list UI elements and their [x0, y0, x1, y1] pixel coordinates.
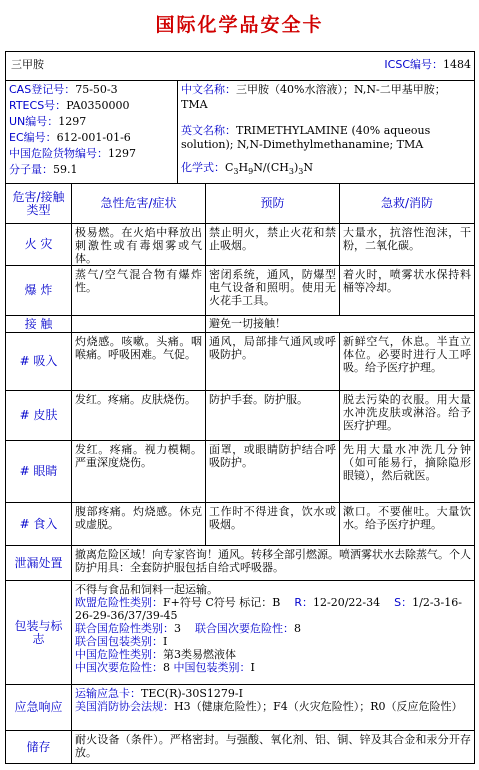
en-name-value: TRIMETHYLAMINE (40% aqueous solution); N,N-Dimethylmethanamine; TMA	[181, 124, 431, 151]
row-prevention: 工作时不得进食，饮水或吸烟。	[206, 503, 340, 545]
nfpa-value: H3（健康危险性）；F4（火灾危险性）；R0（反应危险性）	[174, 700, 463, 713]
row-hazard: 腹部疼痛。灼烧感。休克或虚脱。	[72, 503, 206, 545]
row-aid: 着火时，喷雾状水保持料桶等冷却。	[343, 268, 471, 294]
table-row	[6, 316, 474, 333]
s-label: S：	[394, 596, 413, 609]
row-hazard: 灼烧感。咳嗽。头痛。咽喉痛。呼吸困难。气促。	[72, 333, 206, 390]
row-type: 火 灾	[6, 224, 72, 265]
cn-sub-line	[75, 661, 471, 674]
table-row	[6, 224, 474, 266]
row-aid: 脱去污染的衣服。用大量水冲洗皮肤或淋浴。给予医疗护理。	[343, 393, 471, 432]
un-sub-label: 联合国次要危险性：	[195, 622, 294, 635]
storage-row	[6, 731, 474, 764]
transport-card-line	[75, 687, 471, 700]
un-sub-value: 8	[294, 622, 301, 635]
cas-value: 75-50-3	[75, 83, 118, 96]
row-prevention: 避免一切接触！	[209, 317, 286, 330]
un-label: UN编号：	[9, 115, 59, 128]
cn-class-label: 中国危险性类别：	[75, 648, 163, 661]
un-class-line	[75, 622, 471, 635]
packaging-text	[72, 581, 474, 684]
en-name-label: 英文名称：	[181, 124, 236, 137]
cn-pack-label: 中国包装类别：	[173, 661, 251, 674]
storage-text: 耐火设备（条件）。严格密封。与强酸、氧化剂、铝、铜、锌及其合金和汞分开存放。	[75, 733, 471, 759]
cn-pack-value: I	[250, 661, 255, 674]
header-aid: 急救/消防	[380, 196, 434, 210]
names-block	[178, 81, 474, 183]
cn-name-value: 三甲胺（40%水溶液）；N,N-二甲基甲胺；TMA	[181, 83, 446, 111]
table-row	[6, 266, 474, 316]
row-prevention: 密闭系统，通风，防爆型电气设备和照明。使用无火花手工具。	[206, 266, 340, 315]
ec-label: EC编号：	[9, 131, 57, 144]
nfpa-line	[75, 700, 471, 713]
emergency-label: 应急响应	[6, 685, 72, 730]
mw-value: 59.1	[53, 163, 78, 176]
formula-value: $C_3H_9N/(CH_3)_3N$	[225, 161, 313, 177]
row-type: # 皮肤	[6, 391, 72, 440]
row-type: # 眼睛	[6, 441, 72, 502]
un-value: 1297	[58, 115, 87, 128]
cn-dg-value: 1297	[108, 147, 136, 160]
transport-card-value: TEC(R)-30S1279-I	[141, 687, 243, 700]
row-prevention: 面罩，或眼睛防护结合呼吸防护。	[206, 441, 340, 502]
cn-name-label: 中文名称：	[181, 83, 236, 96]
icsc-value: 1484	[443, 58, 471, 71]
eu-class-value: F+符号 C符号 标记：B	[163, 596, 281, 609]
header-hazard: 急性危害/症状	[72, 184, 206, 223]
en-name	[181, 124, 471, 156]
header-type: 危害/接触类型	[6, 184, 72, 223]
row-hazard: 发红。疼痛。皮肤烧伤。	[72, 391, 206, 440]
emergency-row	[6, 685, 474, 731]
transport-card-label: 运输应急卡：	[75, 687, 141, 700]
table-row	[6, 503, 474, 546]
table-row	[6, 333, 474, 391]
row-hazard	[72, 316, 206, 332]
s-value: 1/2-3-16-26-29-36/37/39-45	[75, 596, 462, 622]
spill-label: 泄漏处置	[6, 546, 72, 580]
cn-dg-line	[9, 146, 174, 162]
row-type: 爆 炸	[6, 266, 72, 315]
row-prevention: 防护手套。防护服。	[206, 391, 340, 440]
cn-name	[181, 82, 471, 120]
row-type: # 食入	[6, 503, 72, 545]
row-aid: 大量水，抗溶性泡沫，干粉，二氧化碳。	[343, 226, 471, 252]
eu-class-label: 欧盟危险性类别：	[75, 596, 163, 609]
table-header	[6, 184, 474, 224]
row-type: 接 触	[6, 316, 72, 332]
rtecs-label: RTECS号：	[9, 99, 67, 112]
un-class-label: 联合国危险性类别：	[75, 622, 174, 635]
nfpa-label: 美国消防协会法规：	[75, 700, 174, 713]
table-row	[6, 441, 474, 503]
un-class-value: 3	[174, 622, 181, 635]
row-aid: 先用大量水冲洗几分钟（如可能易行，摘除隐形眼镜），然后就医。	[343, 443, 471, 482]
name-row	[6, 52, 474, 81]
spill-text: 撤离危险区域！向专家咨询！通风。转移全部引燃源。喷洒雾状水去除蒸气。个人防护用具：全套防护服包括自给式呼吸器。	[75, 548, 471, 574]
row-hazard: 蒸气/空气混合物有爆炸性。	[72, 266, 206, 315]
emergency-text	[72, 685, 474, 730]
id-block	[6, 81, 178, 183]
row-aid: 新鲜空气，休息。半直立体位。必要时进行人工呼吸。给予医疗护理。	[343, 335, 471, 374]
cn-class-line	[75, 648, 471, 661]
cn-class-value: 第3类易燃液体	[163, 648, 236, 661]
header-prevention: 预防	[206, 184, 340, 223]
formula	[181, 160, 471, 180]
un-pack-value: I	[163, 635, 168, 648]
row-prevention: 通风，局部排气通风或呼吸防护。	[206, 333, 340, 390]
mw-label: 分子量：	[9, 163, 53, 176]
formula-label: 化学式：	[181, 161, 225, 174]
identifiers-row	[6, 81, 474, 184]
icsc-number	[306, 52, 474, 80]
cn-sub-value: 8	[163, 661, 170, 674]
r-value: 12-20/22-34	[313, 596, 381, 609]
icsc-label: ICSC编号：	[384, 58, 443, 71]
packaging-label: 包装与标志	[6, 581, 72, 684]
mw-line	[9, 162, 174, 178]
rtecs-line	[9, 98, 174, 114]
packaging-row	[6, 581, 474, 685]
row-type: # 吸入	[6, 333, 72, 390]
table-row	[6, 391, 474, 441]
row-hazard: 发红。疼痛。视力模糊。严重深度烧伤。	[72, 441, 206, 502]
un-pack-line	[75, 635, 471, 648]
eu-class-line	[75, 596, 471, 622]
row-aid: 漱口。不要催吐。大量饮水。给予医疗护理。	[343, 505, 471, 531]
ec-line	[9, 130, 174, 146]
row-hazard: 极易燃。在火焰中释放出刺激性或有毒烟雾或气体。	[72, 224, 206, 265]
spill-row	[6, 546, 474, 581]
safety-card	[5, 51, 475, 764]
cas-label: CAS登记号：	[9, 83, 76, 96]
r-label: R：	[294, 596, 313, 609]
rtecs-value: PA0350000	[66, 99, 130, 112]
cn-dg-label: 中国危险货物编号：	[9, 147, 108, 160]
storage-label: 储存	[6, 731, 72, 763]
packaging-note: 不得与食品和饲料一起运输。	[75, 583, 218, 596]
ec-value: 612-001-01-6	[56, 131, 131, 144]
cas-line	[9, 82, 174, 98]
cn-sub-label: 中国次要危险性：	[75, 661, 163, 674]
un-pack-label: 联合国包装类别：	[75, 635, 163, 648]
chemical-name: 三甲胺	[11, 58, 44, 71]
row-prevention: 禁止明火，禁止火花和禁止吸烟。	[206, 224, 340, 265]
un-line	[9, 114, 174, 130]
page-title: 国际化学品安全卡	[155, 14, 324, 36]
